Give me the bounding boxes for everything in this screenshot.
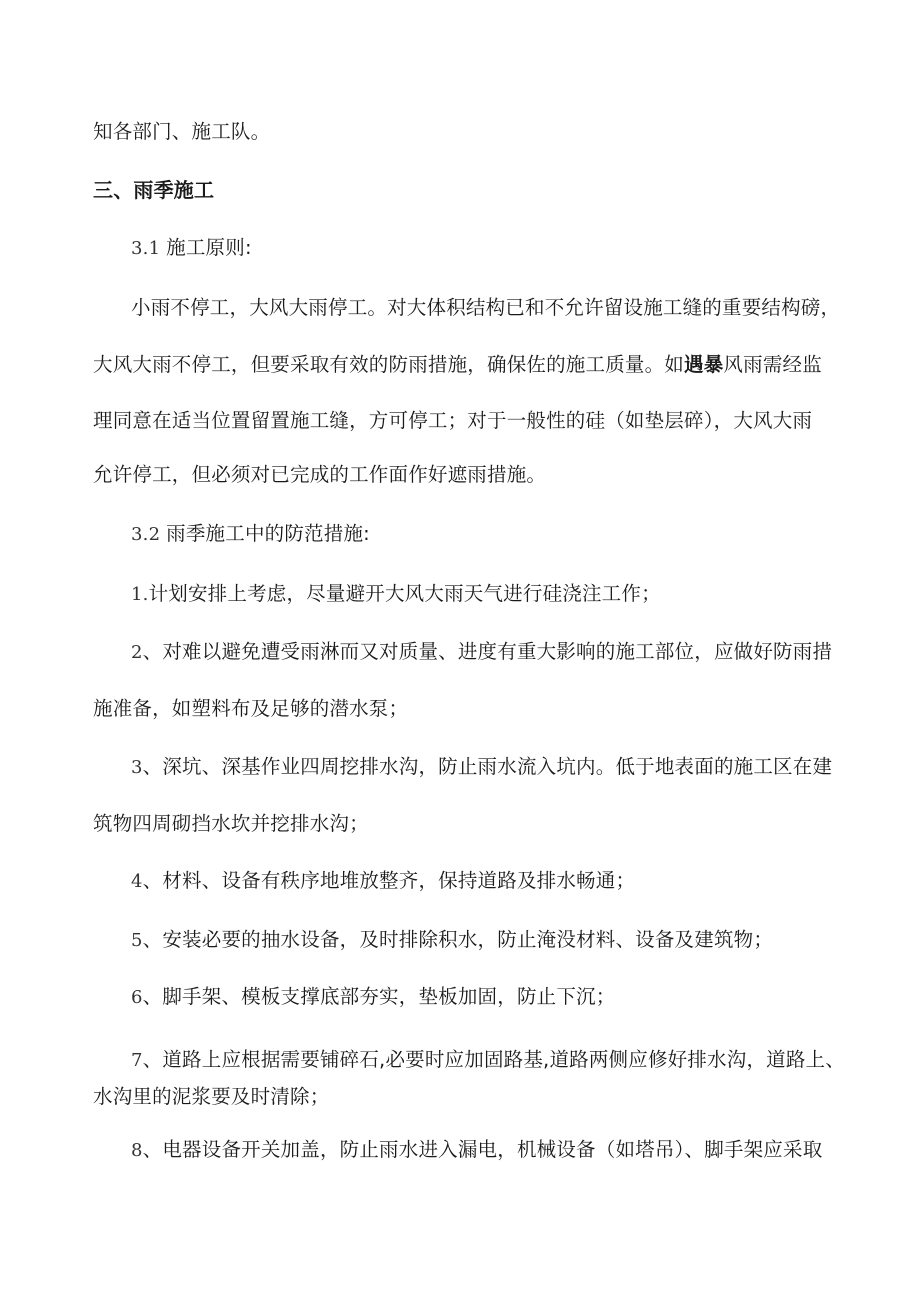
- line-text: 知各部门、施工队。: [93, 120, 271, 143]
- subsection-number: 3.2: [131, 524, 167, 545]
- subsection-number: 3.1: [131, 238, 167, 259]
- paragraph-line: [93, 461, 842, 489]
- line-text: 筑物四周砌挡水坎并挖排水沟；: [93, 812, 369, 835]
- line-text: 小雨不停工，大风大雨停工。对大体积结构已和不允许留设施工缝的重要结构磅，: [131, 296, 841, 319]
- list-number: 6: [131, 987, 143, 1008]
- line-text: 、对难以避免遭受雨淋而又对质量、进度有重大影响的施工部位，应做好防雨措: [142, 640, 833, 663]
- line-text: 水沟里的泥浆要及时清除；: [93, 1085, 330, 1108]
- list-number: 4: [131, 871, 143, 892]
- paragraph-line: [93, 407, 842, 435]
- line-text: 允许停工，但必须对已完成的工作面作好遮雨措施。: [93, 463, 547, 486]
- list-number: 2: [131, 642, 143, 663]
- heading-text: 三、雨季施工: [93, 178, 215, 202]
- list-item: [131, 580, 842, 609]
- list-number: 8: [131, 1140, 143, 1161]
- list-item: [131, 638, 842, 667]
- list-item-continuation: [93, 810, 842, 838]
- section-heading: [93, 176, 842, 204]
- line-text: 施工原则:: [166, 236, 252, 259]
- line-text: 、深坑、深基作业四周挖排水沟，防止雨水流入坑内。低于地表面的施工区在建: [142, 755, 833, 778]
- list-item: [131, 983, 842, 1012]
- line-text: 计划安排上考虑，尽量避开大风大雨天气进行硅浇注工作；: [148, 582, 661, 605]
- line-text-suffix: 风雨需经监: [723, 353, 822, 376]
- line-text: 、材料、设备有秩序地堆放整齐，保持道路及排水畅通；: [142, 869, 636, 892]
- list-item: [131, 753, 842, 782]
- paragraph-line: [93, 118, 842, 146]
- list-item-continuation: [93, 695, 842, 723]
- list-item: [131, 926, 842, 955]
- list-item: [131, 1046, 845, 1075]
- line-text: 、道路上应根据需要铺碎石,必要时应加固路基,道路两侧应修好排水沟，道路上、: [142, 1048, 845, 1071]
- line-text: 、安装必要的抽水设备，及时排除积水，防止淹没材料、设备及建筑物；: [142, 928, 774, 951]
- line-text: 雨季施工中的防范措施:: [166, 522, 370, 545]
- list-item-continuation: [93, 1083, 842, 1111]
- list-number: 3: [131, 757, 143, 778]
- paragraph-line: [93, 351, 842, 379]
- list-number: 1.: [131, 584, 149, 605]
- line-text: 大风大雨不停工，但要采取有效的防雨措施，确保佐的施工质量。如: [93, 353, 685, 376]
- line-text: 理同意在适当位置留置施工缝，方可停工；对于一般性的硅（如垫层碎），大风大雨: [93, 409, 813, 432]
- line-text: 、电器设备开关加盖，防止雨水进入漏电，机械设备（如塔吊）、脚手架应采取: [142, 1138, 823, 1161]
- subsection-heading: [131, 520, 842, 549]
- paragraph-line: [131, 294, 842, 322]
- subsection-heading: [131, 234, 842, 263]
- list-number: 7: [131, 1050, 143, 1071]
- line-text: 施准备，如塑料布及足够的潜水泵；: [93, 697, 409, 720]
- list-item: [131, 867, 842, 896]
- list-number: 5: [131, 930, 143, 951]
- bold-text: 遇暴: [684, 353, 724, 376]
- list-item: [131, 1136, 842, 1165]
- line-text: 、脚手架、模板支撑底部夯实，垫板加固，防止下沉；: [142, 985, 616, 1008]
